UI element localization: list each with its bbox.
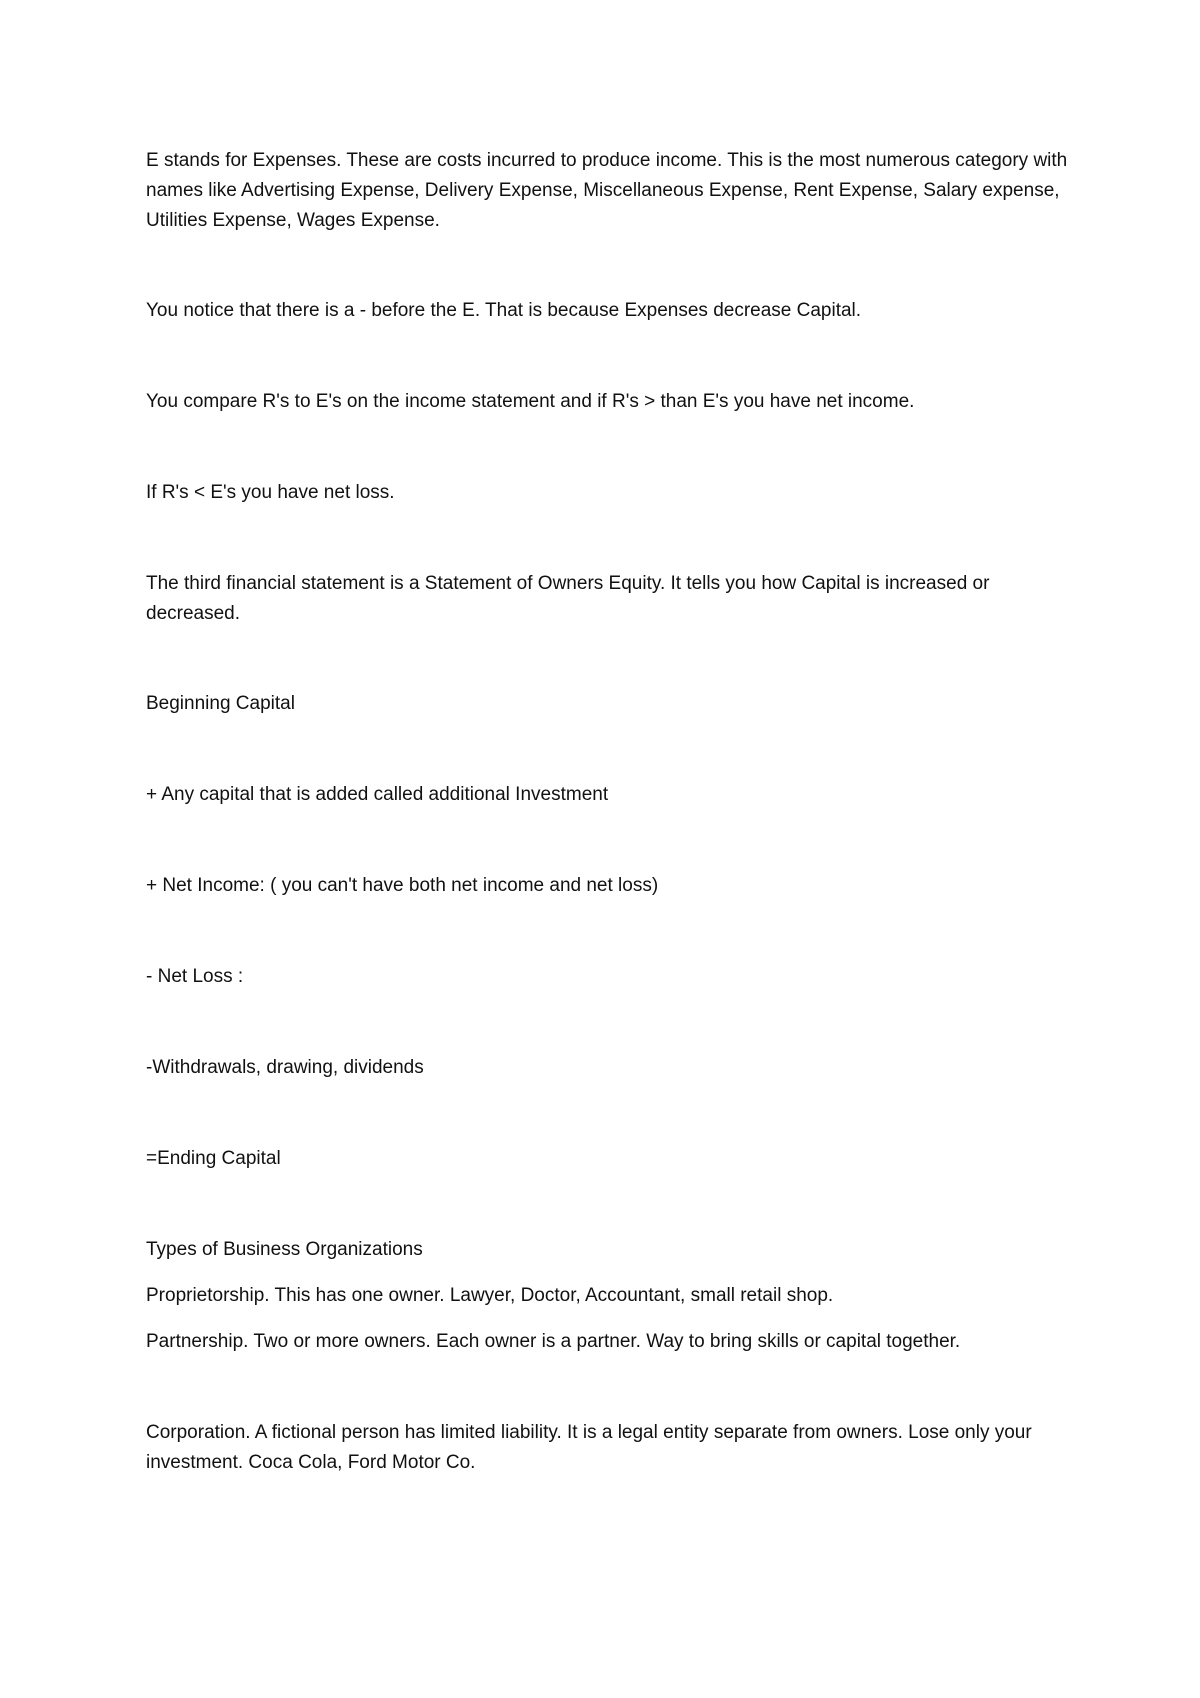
paragraph-net-loss: If R's < E's you have net loss.	[146, 482, 395, 503]
paragraph-compare-r-e: You compare R's to E's on the income statement and if R's > than E's you have net income.	[146, 391, 915, 412]
heading-business-organizations: Types of Business Organizations	[146, 1239, 423, 1260]
paragraph-partnership: Partnership. Two or more owners. Each owner is a partner. Way to bring skills or capital together.	[146, 1331, 961, 1352]
paragraph-corporation: Corporation. A fictional person has limited liability. It is a legal entity separate from owners. Lose only your investment. Coca Cola, Ford Motor Co.	[146, 1422, 1032, 1473]
paragraph-proprietorship: Proprietorship. This has one owner. Lawyer, Doctor, Accountant, small retail shop.	[146, 1285, 834, 1306]
line-net-loss: - Net Loss :	[146, 966, 244, 987]
line-beginning-capital: Beginning Capital	[146, 693, 295, 714]
paragraph-owners-equity: The third financial statement is a Statement of Owners Equity. It tells you how Capital is increased or decreased.	[146, 573, 990, 624]
paragraph-minus-before-e: You notice that there is a - before the E. That is because Expenses decrease Capital.	[146, 300, 862, 321]
line-withdrawals: -Withdrawals, drawing, dividends	[146, 1057, 424, 1078]
paragraph-expenses: E stands for Expenses. These are costs incurred to produce income. This is the most numerous category with names like Advertising Expense, Delivery Expense, Miscellaneous Expense, Rent Expense, Salary expense, Utilities Expense, Wages Expense.	[146, 150, 1068, 231]
line-additional-investment: + Any capital that is added called additional Investment	[146, 784, 609, 805]
line-ending-capital: =Ending Capital	[146, 1148, 281, 1169]
line-net-income: + Net Income: ( you can't have both net income and net loss)	[146, 875, 659, 896]
